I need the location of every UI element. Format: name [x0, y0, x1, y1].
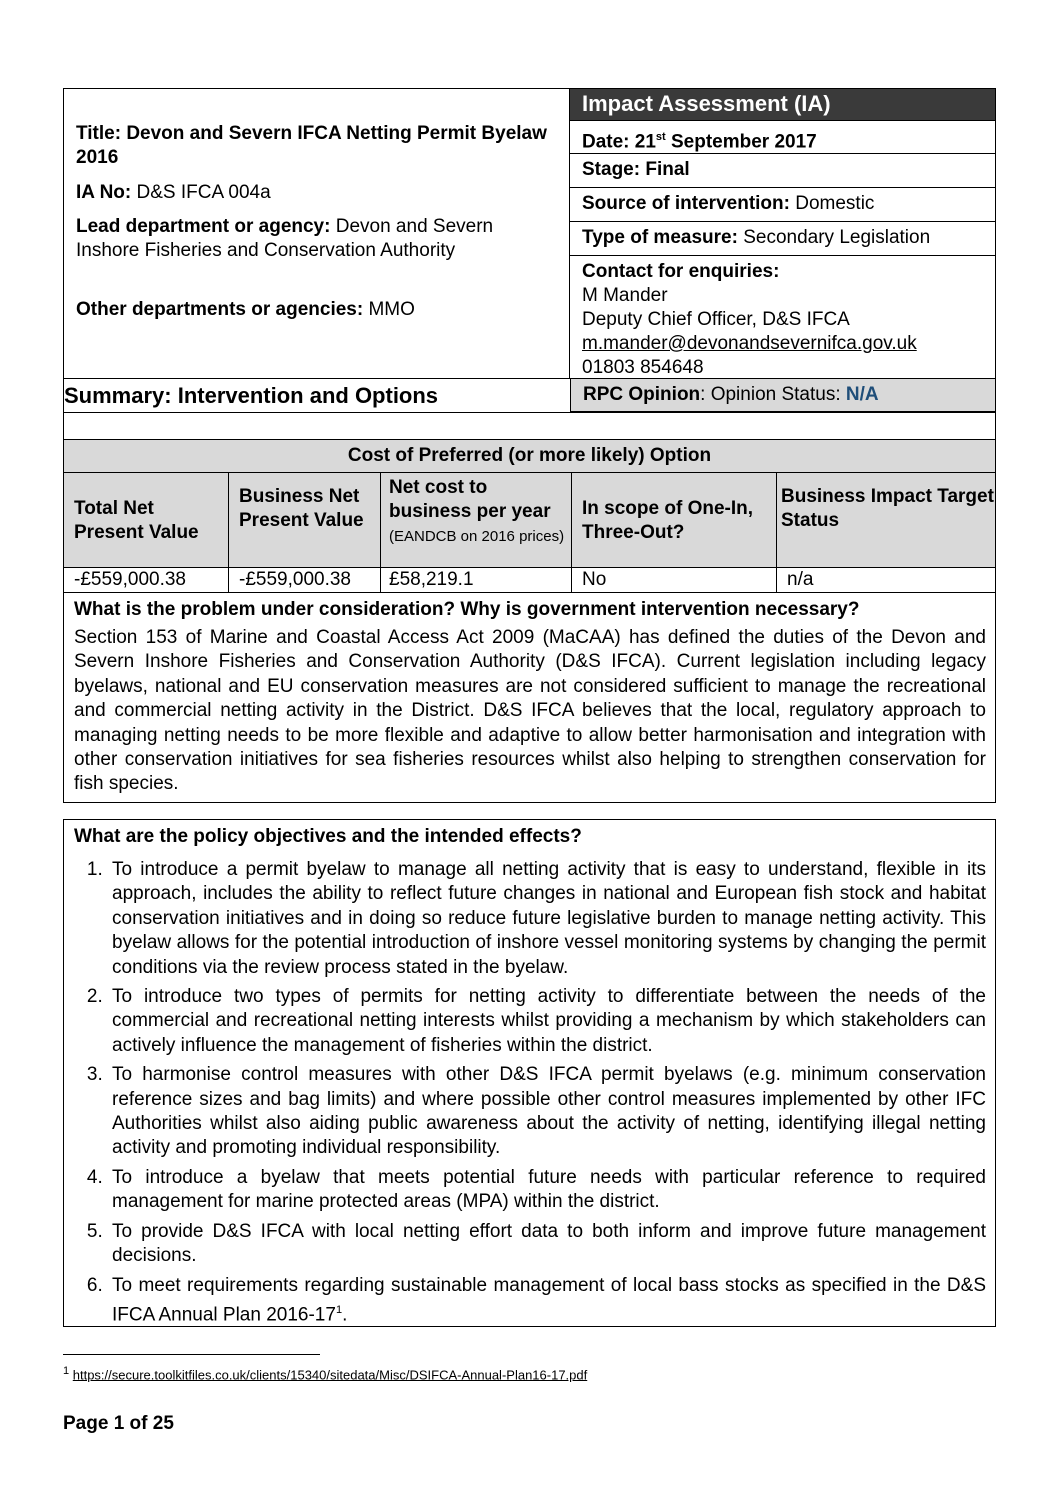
value-net-cost: £58,219.1: [381, 568, 572, 593]
contact-role: Deputy Chief Officer, D&S IFCA: [582, 309, 850, 330]
ia-box-title: Impact Assessment (IA): [570, 89, 995, 120]
value-one-in-three-out: No: [572, 568, 777, 593]
value-bit-status: n/a: [777, 568, 995, 593]
header-details: [63, 88, 570, 379]
objective-item: 4. To introduce a byelaw that meets potential future needs with particular reference to required management for marine protected areas (MPA) within the district.: [108, 1166, 986, 1215]
objective-item: 5. To provide D&S IFCA with local netting effort data to both inform and improve future management decisions.: [108, 1220, 986, 1269]
header-bit-status: Business Impact Target Status: [777, 473, 995, 568]
lead-department-field: [76, 215, 556, 263]
footnote-number: 1: [63, 1365, 70, 1377]
objective-item: 1. To introduce a permit byelaw to manage all netting activity that is easy to understand, flexible in its approach, includes the ability to reflect future changes in national and European fish stock and habitat conservation initiatives and in doing so reduce future legislative burden to manage netting activity. This byelaw allows for the potential introduction of inshore vessel monitoring systems by changing the permit conditions via the review process stated in the byelaw.: [108, 858, 986, 980]
contact-field: [570, 255, 995, 380]
other-label: Other departments or agencies:: [76, 299, 364, 320]
cost-table: [63, 439, 996, 803]
ia-no-value: D&S IFCA 004a: [136, 182, 271, 203]
contact-label: Contact for enquiries:: [582, 261, 780, 282]
footnote-ref: 1: [335, 1303, 343, 1316]
header-business-npv: Business Net Present Value: [229, 473, 381, 568]
objectives-list: [64, 858, 986, 1333]
objective-item: 3. To harmonise control measures with other D&S IFCA permit byelaws (e.g. minimum conservation reference sizes and bag limits) and where possible other control measures implemented by other IFC Authorities whilst also aiding public awareness about the activity of netting, identifying illegal netting activity and promoting individual responsibility.: [108, 1063, 986, 1161]
other-departments-field: [76, 298, 556, 322]
header-one-in-three-out: In scope of One-In, Three-Out?: [572, 473, 777, 568]
header-net-cost: Net cost to business per year (EANDCB on 2016 prices): [381, 473, 572, 568]
rpc-status: N/A: [845, 384, 879, 405]
lead-value: Devon and Severn Inshore Fisheries and Conservation Authority: [76, 216, 494, 261]
contact-name: M Mander: [582, 285, 668, 306]
ia-number-field: [76, 181, 556, 205]
impact-assessment-box: [570, 88, 996, 379]
objective-item: 2. To introduce two types of permits for netting activity to differentiate between the needs of the commercial and recreational netting interests whilst providing a mechanism by which stakeholders can actively influence the management of fisheries within the district.: [108, 985, 986, 1058]
date-field: Date: 21st September 2017: [570, 120, 995, 153]
footnote: [63, 1365, 587, 1382]
header-total-npv: Total Net Present Value: [64, 473, 229, 568]
problem-text: Section 153 of Marine and Coastal Access Act 2009 (MaCAA) has defined the duties of the Devon and Severn Inshore Fisheries and Conservation Authority (D&S IFCA). Current legislation including legacy byelaws, national and EU conservation measures are not considered sufficient to manage the recreational and commercial netting activity in the District. D&S IFCA believes that the local, regulatory approach to managing netting needs to be more flexible and adaptive to allow better harmonisation and integration with other conservation initiatives for sea fisheries resources whilst also helping to strengthen conservation for fish species.: [74, 627, 986, 795]
footnote-divider: [63, 1354, 320, 1355]
title-label: Title:: [76, 123, 122, 144]
contact-email-link[interactable]: m.mander@devonandsevernifca.gov.uk: [582, 333, 917, 354]
value-business-npv: -£559,000.38: [229, 568, 381, 593]
problem-question: What is the problem under consideration? Why is government intervention necessary?: [74, 599, 860, 620]
stage-field: Stage: Final: [570, 153, 995, 187]
cost-table-title: Cost of Preferred (or more likely) Option: [64, 440, 995, 473]
page-number: Page 1 of 25: [63, 1413, 174, 1434]
spacer-row: [63, 412, 996, 439]
summary-heading-cell: [63, 379, 570, 412]
type-of-measure-field: Type of measure: Secondary Legislation: [570, 221, 995, 255]
rpc-opinion: [570, 379, 996, 412]
summary-heading: Summary: Intervention and Options: [64, 383, 439, 408]
rpc-text: : Opinion Status:: [700, 384, 846, 405]
other-value: MMO: [368, 299, 415, 320]
ia-no-label: IA No:: [76, 182, 132, 203]
policy-objectives: [63, 819, 996, 1327]
footnote-link[interactable]: https://secure.toolkitfiles.co.uk/clients/15340/sitedata/Misc/DSIFCA-Annual-Plan16-17.pdf: [72, 1367, 588, 1383]
value-total-npv: -£559,000.38: [64, 568, 229, 593]
rpc-label: RPC Opinion: [583, 384, 701, 405]
contact-phone: 01803 854648: [582, 357, 704, 378]
source-field: Source of intervention: Domestic: [570, 187, 995, 221]
ia-title-field: [76, 122, 556, 170]
title-value: Devon and Severn IFCA Netting Permit Byelaw 2016: [76, 123, 547, 168]
objective-item: 6. To meet requirements regarding sustainable management of local bass stocks as specified in the D&S IFCA Annual Plan $2016-17^1$.: [108, 1274, 986, 1328]
lead-label: Lead department or agency:: [76, 216, 331, 237]
objectives-question: What are the policy objectives and the intended effects?: [74, 826, 582, 847]
